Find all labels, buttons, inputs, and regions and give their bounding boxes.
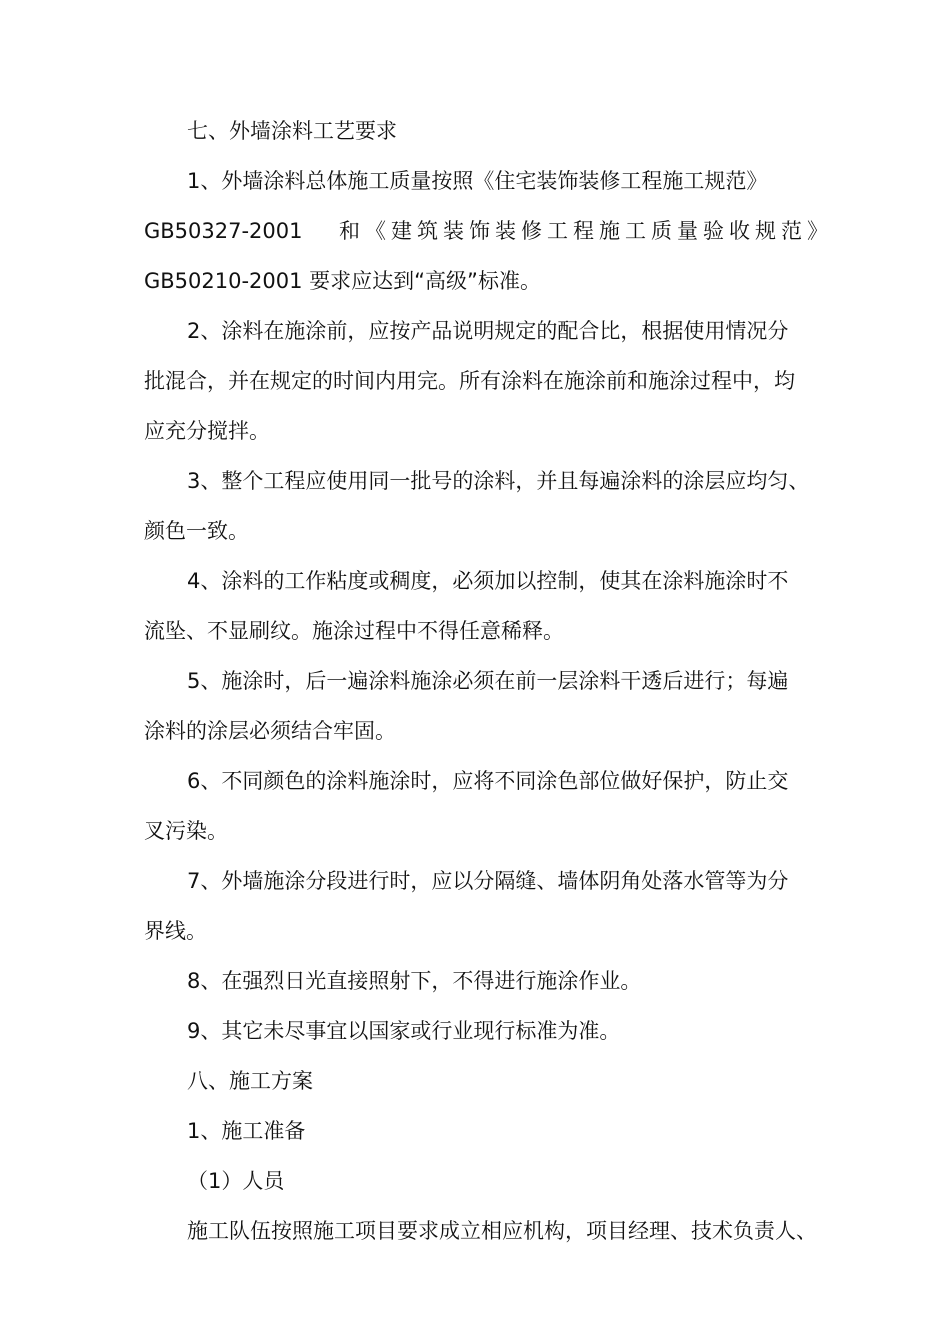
section-heading-7: 七、外墙涂料工艺要求 (187, 119, 397, 143)
item-1-standard-code: GB50327-2001 (144, 219, 303, 243)
item-4-line-1: 4、涂料的工作粘度或稠度，必须加以控制，使其在涂料施涂时不 (187, 569, 789, 593)
item-1-line-2 (0, 216, 833, 246)
item-1-line-1: 1、外墙涂料总体施工质量按照《住宅装饰装修工程施工规范》 (187, 169, 768, 193)
item-5-line-2: 涂料的涂层必须结合牢固。 (144, 719, 396, 743)
item-2-line-1: 2、涂料在施涂前，应按产品说明规定的配合比，根据使用情况分 (187, 319, 789, 343)
item-1-standard-title: 和《建筑装饰装修工程施工质量验收规范》 (339, 219, 833, 243)
item-5-line-1: 5、施涂时，后一遍涂料施涂必须在前一层涂料干透后进行；每遍 (187, 669, 789, 693)
item-6-line-2: 叉污染。 (144, 819, 228, 843)
item-4-line-2: 流坠、不显刷纹。施涂过程中不得任意稀释。 (144, 619, 564, 643)
item-1-line-3: GB50210-2001 要求应达到“高级”标准。 (144, 269, 541, 293)
item-7-line-1: 7、外墙施涂分段进行时，应以分隔缝、墙体阴角处落水管等为分 (187, 869, 789, 893)
paragraph-personnel: 施工队伍按照施工项目要求成立相应机构，项目经理、技术负责人、 (187, 1219, 817, 1243)
item-2-line-2: 批混合，并在规定的时间内用完。所有涂料在施涂前和施涂过程中，均 (144, 369, 795, 393)
subsection-1-1: （1）人员 (187, 1169, 285, 1193)
subsection-1: 1、施工准备 (187, 1119, 306, 1143)
item-7-line-2: 界线。 (144, 919, 207, 943)
item-6-line-1: 6、不同颜色的涂料施涂时，应将不同涂色部位做好保护，防止交 (187, 769, 789, 793)
section-heading-8: 八、施工方案 (187, 1069, 313, 1093)
item-3-line-1: 3、整个工程应使用同一批号的涂料，并且每遍涂料的涂层应均匀、 (187, 469, 810, 493)
item-9: 9、其它未尽事宜以国家或行业现行标准为准。 (187, 1019, 621, 1043)
item-2-line-3: 应充分搅拌。 (144, 419, 270, 443)
item-8: 8、在强烈日光直接照射下，不得进行施涂作业。 (187, 969, 642, 993)
item-3-line-2: 颜色一致。 (144, 519, 249, 543)
